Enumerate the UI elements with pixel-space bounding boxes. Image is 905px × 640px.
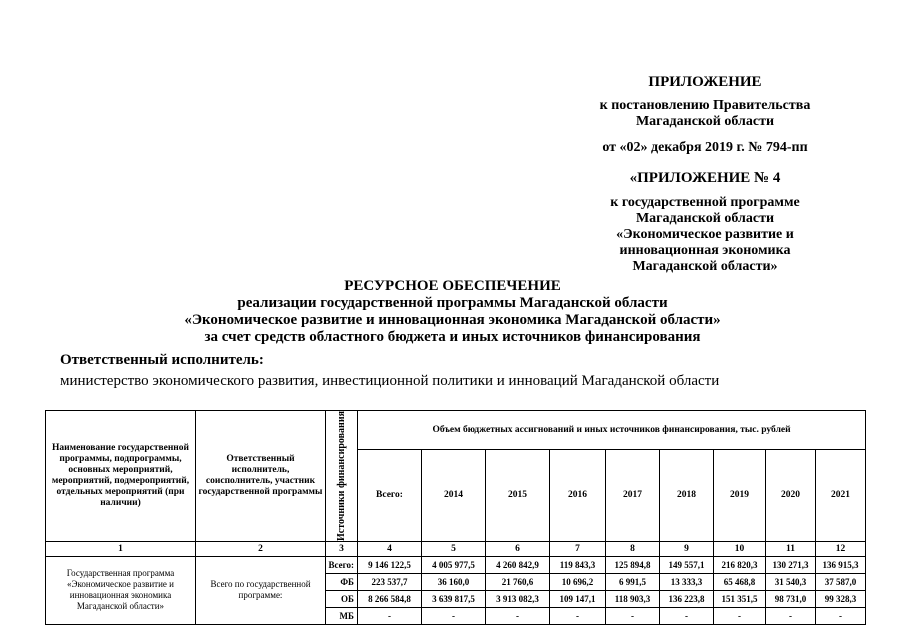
value-cell: - — [766, 607, 816, 624]
value-cell: - — [714, 607, 766, 624]
value-cell: 31 540,3 — [766, 573, 816, 590]
year-header: 2015 — [486, 450, 550, 542]
appendix-header — [520, 74, 890, 275]
value-cell: 130 271,3 — [766, 556, 816, 573]
year-header: 2018 — [660, 450, 714, 542]
table-row — [46, 556, 866, 573]
value-cell: 36 160,0 — [422, 573, 486, 590]
value-cell: 3 639 817,5 — [422, 590, 486, 607]
year-header: 2020 — [766, 450, 816, 542]
to-resolution: к постановлению Правительства — [599, 98, 811, 113]
year-header: Всего: — [358, 450, 422, 542]
resolution-date: от «02» декабря 2019 г. № 794-пп — [602, 140, 808, 155]
year-header: 2021 — [816, 450, 866, 542]
value-cell: 118 903,3 — [606, 590, 660, 607]
value-cell: - — [606, 607, 660, 624]
region-line: Магаданской области — [635, 114, 775, 129]
value-cell: 21 760,6 — [486, 573, 550, 590]
document-title — [0, 278, 905, 346]
to-program-line: Магаданской области — [635, 211, 775, 226]
volume-header: Объем бюджетных ассигнований и иных источников финансирования, тыс. рублей — [358, 411, 866, 450]
value-cell: - — [422, 607, 486, 624]
column-number: 11 — [766, 541, 816, 556]
col-header-name: Наименование государственной программы, подпрограммы, основных мероприятий, мероприятий, подмероприятий, отдельных мероприятий (при наличии) — [46, 411, 196, 542]
value-cell: 37 587,0 — [816, 573, 866, 590]
value-cell: 151 351,5 — [714, 590, 766, 607]
value-cell: 3 913 082,3 — [486, 590, 550, 607]
value-cell: 99 328,3 — [816, 590, 866, 607]
column-number: 10 — [714, 541, 766, 556]
value-cell: 125 894,8 — [606, 556, 660, 573]
value-cell: - — [816, 607, 866, 624]
col-header-source — [326, 411, 358, 542]
to-program-line: Магаданской области» — [632, 259, 778, 274]
value-cell: - — [358, 607, 422, 624]
column-number: 2 — [196, 541, 326, 556]
value-cell: - — [486, 607, 550, 624]
column-number: 9 — [660, 541, 714, 556]
resource-table — [45, 410, 866, 625]
column-number: 5 — [422, 541, 486, 556]
value-cell: 6 991,5 — [606, 573, 660, 590]
value-cell: 109 147,1 — [550, 590, 606, 607]
executor-cell: Всего по государственной программе: — [196, 556, 326, 624]
appendix-4-label: «ПРИЛОЖЕНИЕ № 4 — [629, 170, 781, 186]
source-cell: ФБ — [326, 573, 358, 590]
title-line: РЕСУРСНОЕ ОБЕСПЕЧЕНИЕ — [344, 278, 561, 294]
value-cell: - — [660, 607, 714, 624]
year-header: 2016 — [550, 450, 606, 542]
responsible-value: министерство экономического развития, инвестиционной политики и инноваций Магаданской области — [60, 373, 720, 389]
value-cell: 4 260 842,9 — [486, 556, 550, 573]
column-number: 12 — [816, 541, 866, 556]
column-number: 1 — [46, 541, 196, 556]
source-cell: МБ — [326, 607, 358, 624]
column-number: 6 — [486, 541, 550, 556]
to-program-line: к государственной программе — [610, 195, 800, 210]
value-cell: 216 820,3 — [714, 556, 766, 573]
year-header: 2017 — [606, 450, 660, 542]
col-header-executor: Ответственный исполнитель, соисполнитель, участник государственной программы — [196, 411, 326, 542]
title-line: реализации государственной программы Магаданской области — [237, 295, 668, 311]
to-program-line: инновационная экономика — [619, 243, 791, 258]
value-cell: 4 005 977,5 — [422, 556, 486, 573]
year-header: 2019 — [714, 450, 766, 542]
value-cell: 223 537,7 — [358, 573, 422, 590]
source-cell: Всего: — [326, 556, 358, 573]
column-number: 4 — [358, 541, 422, 556]
source-header-text: Источники финансирования — [336, 411, 347, 541]
appendix-label: ПРИЛОЖЕНИЕ — [648, 74, 762, 90]
value-cell: - — [550, 607, 606, 624]
column-number: 3 — [326, 541, 358, 556]
value-cell: 8 266 584,8 — [358, 590, 422, 607]
value-cell: 136 915,3 — [816, 556, 866, 573]
value-cell: 65 468,8 — [714, 573, 766, 590]
value-cell: 98 731,0 — [766, 590, 816, 607]
year-header: 2014 — [422, 450, 486, 542]
value-cell: 119 843,3 — [550, 556, 606, 573]
source-cell: ОБ — [326, 590, 358, 607]
value-cell: 10 696,2 — [550, 573, 606, 590]
column-number: 8 — [606, 541, 660, 556]
responsible-label: Ответственный исполнитель: — [60, 352, 264, 368]
program-name-cell: Государственная программа «Экономическое развитие и инновационная экономика Магаданской области» — [46, 556, 196, 624]
value-cell: 13 333,3 — [660, 573, 714, 590]
title-line: «Экономическое развитие и инновационная экономика Магаданской области» — [184, 312, 721, 328]
value-cell: 9 146 122,5 — [358, 556, 422, 573]
value-cell: 136 223,8 — [660, 590, 714, 607]
column-number: 7 — [550, 541, 606, 556]
to-program-line: «Экономическое развитие и — [616, 227, 794, 242]
title-line: за счет средств областного бюджета и иных источников финансирования — [204, 329, 701, 345]
value-cell: 149 557,1 — [660, 556, 714, 573]
